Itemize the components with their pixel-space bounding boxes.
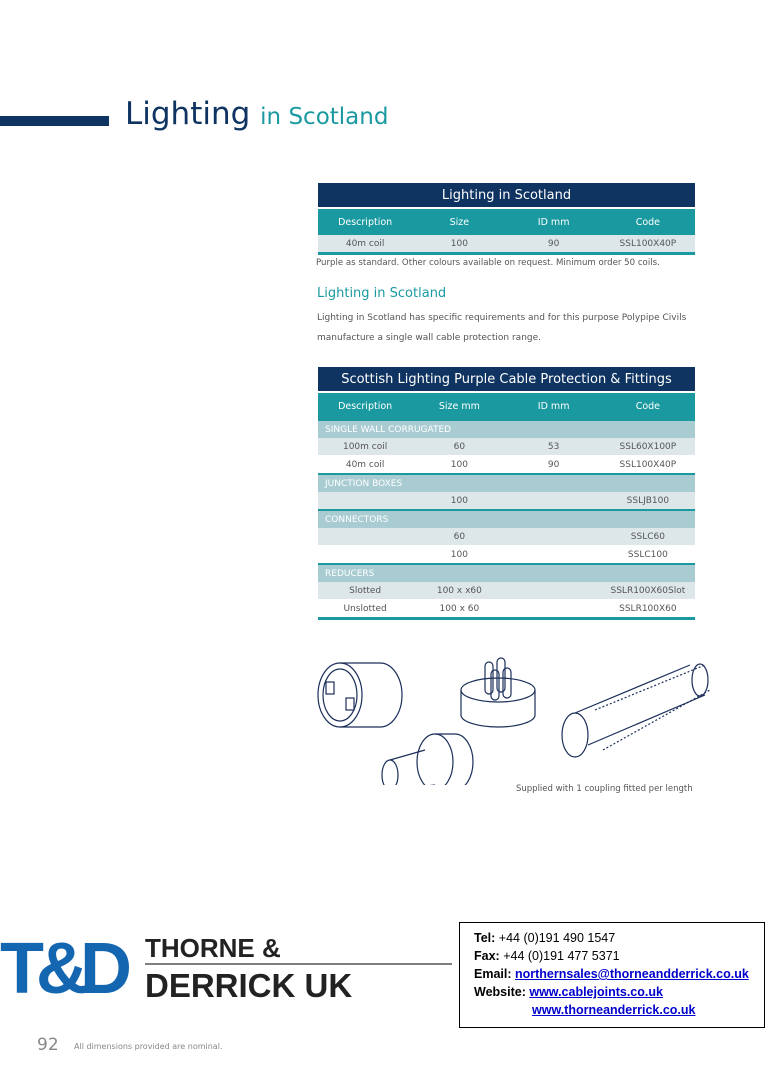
- title-main: Lighting: [125, 96, 251, 132]
- cell: 100: [412, 492, 506, 510]
- cell: SSL100X40P: [601, 456, 695, 475]
- col-header: Description: [318, 208, 412, 235]
- cell: [507, 492, 601, 510]
- section-heading: Lighting in Scotland: [317, 286, 447, 301]
- website-link-1[interactable]: www.cablejoints.co.uk: [529, 985, 663, 999]
- cell: 60: [412, 528, 506, 546]
- cell: SSLJB100: [601, 492, 695, 510]
- pipe-icon: [562, 664, 710, 757]
- col-header: ID mm: [507, 392, 601, 420]
- cell: 90: [507, 235, 601, 254]
- website-link-2[interactable]: www.thorneanderrick.co.uk: [532, 1003, 696, 1017]
- company-logo: [0, 925, 460, 1005]
- section-row: [318, 510, 695, 528]
- col-header: Size mm: [412, 392, 506, 420]
- email-link[interactable]: northernsales@thorneandderrick.co.uk: [515, 967, 749, 981]
- cell: SSLR100X60Slot: [601, 582, 695, 600]
- cell: 100: [412, 235, 506, 254]
- section-row: [318, 420, 695, 438]
- table-title: Scottish Lighting Purple Cable Protection & Fittings: [318, 367, 695, 392]
- col-header: Code: [601, 392, 695, 420]
- table-row: [318, 546, 695, 565]
- page-title: [125, 96, 388, 132]
- cell: [507, 582, 601, 600]
- cell: 100m coil: [318, 438, 412, 456]
- table-row: [318, 528, 695, 546]
- table-row: [318, 582, 695, 600]
- cell: SSLR100X60: [601, 600, 695, 619]
- table-row: [318, 235, 695, 254]
- cell: SSL100X40P: [601, 235, 695, 254]
- page-number: 92: [37, 1035, 59, 1055]
- logo-line2: DERRICK UK: [145, 967, 353, 1004]
- heading-bar: [0, 116, 109, 126]
- title-sub: in Scotland: [260, 104, 389, 130]
- cell: 53: [507, 438, 601, 456]
- cell: SSLC100: [601, 546, 695, 565]
- cell: 40m coil: [318, 456, 412, 475]
- tel-label: Tel:: [474, 931, 496, 945]
- logo-mark: T&D: [0, 929, 124, 1005]
- lighting-table: [318, 183, 695, 255]
- table-row: [318, 438, 695, 456]
- junction-box-icon: [461, 658, 535, 727]
- tel-value: +44 (0)191 490 1547: [498, 931, 616, 945]
- cell: 100 x x60: [412, 582, 506, 600]
- email-label: Email:: [474, 967, 512, 981]
- reducer-icon: [382, 734, 473, 785]
- product-illustrations: [305, 650, 715, 785]
- coupling-icon: [318, 663, 402, 727]
- col-header: Code: [601, 208, 695, 235]
- cell: [507, 546, 601, 565]
- table-row: [318, 492, 695, 510]
- cell: [507, 600, 601, 619]
- note-text: Purple as standard. Other colours available on request. Minimum order 50 coils.: [316, 258, 660, 268]
- footer-note: All dimensions provided are nominal.: [74, 1042, 223, 1051]
- section-row: [318, 564, 695, 582]
- cell: 90: [507, 456, 601, 475]
- cell: Unslotted: [318, 600, 412, 619]
- table-row: [318, 600, 695, 619]
- col-header: Description: [318, 392, 412, 420]
- section-label: CONNECTORS: [318, 510, 695, 528]
- cell: 100: [412, 456, 506, 475]
- cell: [318, 492, 412, 510]
- fax-label: Fax:: [474, 949, 500, 963]
- cell: 100: [412, 546, 506, 565]
- cell: SSLC60: [601, 528, 695, 546]
- section-text: Lighting in Scotland has specific requirements and for this purpose Polypipe Civils manufacture a single wall cable protection range.: [317, 313, 687, 343]
- table-row: [318, 456, 695, 475]
- website-label: Website:: [474, 985, 526, 999]
- cell: 100 x 60: [412, 600, 506, 619]
- logo-line1: THORNE &: [145, 933, 281, 963]
- col-header: ID mm: [507, 208, 601, 235]
- fittings-table: [318, 367, 695, 620]
- cell: Slotted: [318, 582, 412, 600]
- section-label: SINGLE WALL CORRUGATED: [318, 420, 695, 438]
- section-row: [318, 474, 695, 492]
- cell: 40m coil: [318, 235, 412, 254]
- cell: [318, 546, 412, 565]
- contact-box: [459, 922, 765, 1028]
- table-title: Lighting in Scotland: [318, 183, 695, 208]
- cell: [507, 528, 601, 546]
- col-header: Size: [412, 208, 506, 235]
- cell: [318, 528, 412, 546]
- cell: SSL60X100P: [601, 438, 695, 456]
- illustration-caption: Supplied with 1 coupling fitted per length: [516, 784, 693, 794]
- fax-value: +44 (0)191 477 5371: [503, 949, 620, 963]
- section-label: REDUCERS: [318, 564, 695, 582]
- section-label: JUNCTION BOXES: [318, 474, 695, 492]
- cell: 60: [412, 438, 506, 456]
